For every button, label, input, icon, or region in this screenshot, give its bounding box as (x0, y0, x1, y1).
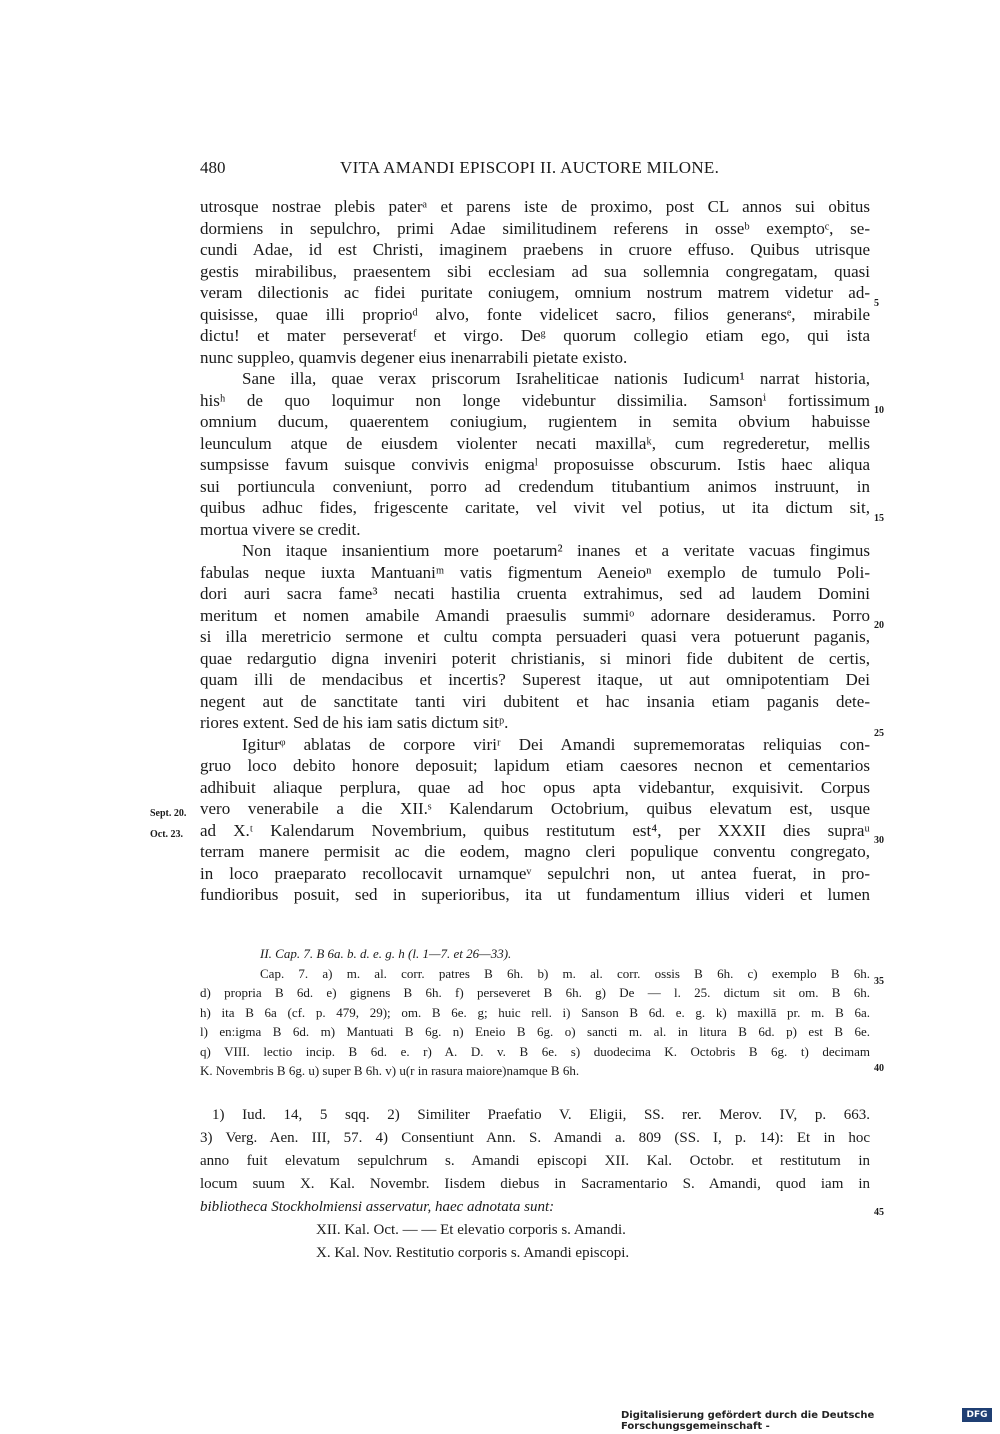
text-line: gestis mirabilibus, praesentem sibi ecclesiam ad sua sollemnia congregatam, quasi (200, 261, 870, 281)
main-text (200, 196, 870, 906)
dfg-logo: DFG (962, 1408, 992, 1422)
text-line: Igiturᵠ ablatas de corpore viriʳ Dei Amandi suprememoratas reliquias con- (242, 734, 870, 754)
line-number: 45 (874, 1207, 884, 1218)
line-number: 5 (874, 298, 879, 309)
line-number: 40 (874, 1063, 884, 1074)
text-line: sui portiuncula conveniunt, porro ad credendum titubantium animos instruunt, in (200, 476, 870, 496)
text-line: quae redargutio digna inveniri poterit christianis, si minori fide dubitent de certis, (200, 648, 870, 668)
page-header (200, 158, 870, 182)
text-line: cundi Adae, id est Christi, imaginem praebens in cruore effuso. Quibus utrisque (200, 240, 870, 259)
apparatus-line: h) ita B 6a (cf. p. 479, 29); om. B 6e. g; huic rell. i) Sanson B 6d. e. g. k) maxillā pr. m. B 6a. (200, 1004, 870, 1020)
footnotes (200, 1104, 870, 1265)
line-number: 30 (874, 835, 884, 846)
text-line: meritum et nomen amabile Amandi praesulis summiᵒ adornare desideramus. Porro (200, 605, 870, 625)
text-line: fundioribus posuit, sed in superioribus, ita ut fundamentum illius videri et lumen (200, 885, 870, 904)
text-line: negent aut de sanctitate tanti viri dubitent et hac insania etiam paganis dete- (200, 691, 870, 711)
text-line: dori auri sacra fame³ necati hastilia cruenta extrahimus, sed ad laudem Domini (200, 584, 870, 603)
text-line: hisʰ de quo loquimur non longe videbuntur dissimilia. Samsonⁱ fortissimum (200, 390, 870, 410)
text-line: omnium ducum, quaerentem coniugium, rugientem in semita obvium habuisse (200, 412, 870, 431)
text-line: riores extent. Sed de his iam satis dictum sitᵖ. (200, 713, 509, 732)
critical-apparatus (200, 944, 870, 1081)
text-line: dictu! et mater perseveratᶠ et virgo. Deᵍ quorum collegio etiam ego, qui ista (200, 326, 870, 345)
footnote-line: anno fuit elevatum sepulchrum s. Amandi episcopi XII. Kal. Octobr. et restitutum in (200, 1153, 870, 1169)
text-line: ad X.ᵗ Kalendarum Novembrium, quibus restitutum est⁴, per XXXII dies supraᵘ (200, 820, 870, 840)
apparatus-heading: II. Cap. 7. B 6a. b. d. e. g. h (l. 1—7. et 26—33). (260, 946, 512, 961)
line-number: 20 (874, 620, 884, 631)
text-line: quam illi de mendacibus et incertis? Superest itaque, ut aut omnipotentiam Dei (200, 670, 870, 689)
text-line: quibus adhuc fides, frigescente caritate, vel vivit vel potius, ut ita dictum sit, (200, 498, 870, 517)
footnote-line: 1) Iud. 14, 5 sqq. 2) Similiter Praefatio V. Eligii, SS. rer. Merov. IV, p. 663. (212, 1107, 870, 1123)
footnote-line: locum suum X. Kal. Novembr. Iisdem diebus in Sacramentario S. Amandi, quod iam in (200, 1176, 870, 1192)
line-number: 15 (874, 513, 884, 524)
text-line: nunc suppleo, quamvis degener eius inenarrabili pietate existo. (200, 347, 628, 367)
text-line: vero venerabile a die XII.ˢ Kalendarum Octobrium, quibus elevatum est, usque (200, 799, 870, 818)
text-line: sumpsisse favum suisque convivis enigmaˡ proposuisse obscurum. Istis haec aliqua (200, 455, 870, 474)
margin-date: Sept. 20. (150, 808, 187, 819)
text-line: mortua vivere se credit. (200, 519, 361, 539)
text-line: veram dilectionis ac fidei puritate coniugem, omnium nostrum matrem videtur ad- (200, 283, 870, 302)
text-line: dormiens in sepulchro, primi Adae similitudinem referens in osseᵇ exemptoᶜ, se- (200, 218, 870, 238)
footnote-entry: XII. Kal. Oct. — — Et elevatio corporis s. Amandi. (316, 1222, 626, 1238)
text-line: terram manere permisit ac die eodem, magno cleri populique conventu congregato, (200, 842, 870, 861)
margin-date: Oct. 23. (150, 829, 184, 840)
text-line: utrosque nostrae plebis paterᵃ et parens iste de proximo, post CL annos sui obitus (200, 197, 870, 216)
digitization-credit: Digitalisierung gefördert durch die Deutsche Forschungsgemeinschaft - (621, 1410, 875, 1432)
line-number: 35 (874, 976, 884, 987)
text-line: Sane illa, quae verax priscorum Israheliticae nationis Iudicum¹ narrat historia, (242, 369, 870, 388)
text-line: quisisse, quae illi proprioᵈ alvo, fonte videlicet sacro, filios generansᵉ, mirabile (200, 304, 870, 324)
footnote-line: 3) Verg. Aen. III, 57. 4) Consentiunt Ann. S. Amandi a. 809 (SS. I, p. 14): Et in hoc (200, 1130, 870, 1146)
text-line: Non itaque insanientium more poetarum² inanes et a veritate vacuas fingimus (242, 541, 870, 560)
apparatus-line: l) en:igma B 6d. m) Mantuati B 6g. n) Eneio B 6g. o) sancti m. al. in litura B 6d. p) est B 6e. (200, 1024, 870, 1039)
text-line: si illa meretricio sermone et cultu compta persuaderi quasi vera potuerunt paganis, (200, 627, 870, 646)
footnote-line: bibliotheca Stockholmiensi asservatur, haec adnotata sunt: (200, 1199, 555, 1215)
line-number: 10 (874, 405, 884, 416)
apparatus-line: K. Novembris B 6g. u) super B 6h. v) u(r in rasura maiore)namque B 6h. (200, 1063, 580, 1078)
text-line: adhibuit aliaque perplura, quae ad hoc opus apta videbantur, exquisivit. Corpus (200, 777, 870, 797)
footnote-entry: X. Kal. Nov. Restitutio corporis s. Amandi episcopi. (316, 1245, 630, 1261)
text-line: gruo loco debito honore deposuit; lapidum etiam caesores necnon et cementarios (200, 756, 870, 775)
page-number: 480 (200, 158, 226, 177)
text-line: leunculum atque de eiusdem violenter necati maxillaᵏ, cum regrederetur, mellis (200, 433, 870, 453)
apparatus-line: Cap. 7. a) m. al. corr. patres B 6h. b) m. al. corr. ossis B 6h. c) exemplo B 6h. (260, 965, 870, 981)
text-line: fabulas neque iuxta Mantuaniᵐ vatis figmentum Aeneioⁿ exemplo de tumulo Poli- (200, 562, 870, 582)
running-title: VITA AMANDI EPISCOPI II. AUCTORE MILONE. (340, 158, 720, 177)
apparatus-line: d) propria B 6d. e) gignens B 6h. f) perseveret B 6h. g) De — l. 25. dictum sit om. B 6h. (200, 985, 870, 1000)
text-line: in loco praeparato recollocavit urnamqueᵛ sepulchri non, ut antea fuerat, in pro- (200, 863, 870, 883)
apparatus-line: q) VIII. lectio incip. B 6d. e. r) A. D. v. B 6e. s) duodecima K. Octobris B 6g. t) decimam (200, 1043, 870, 1059)
line-number: 25 (874, 728, 884, 739)
